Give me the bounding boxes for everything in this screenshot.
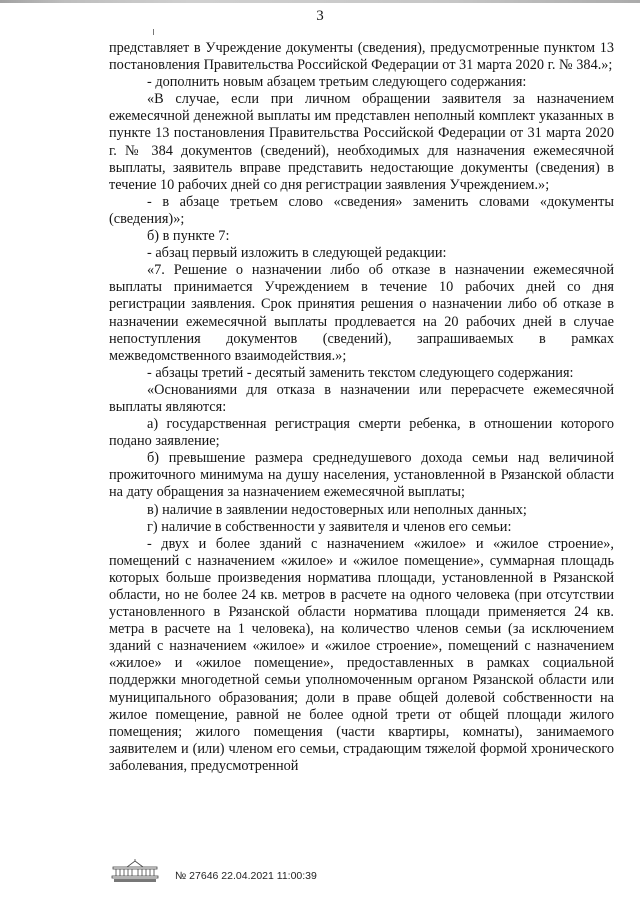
paragraph: б) превышение размера среднедушевого дохода семьи над величиной прожиточного минимума на душу населения, установленной в Рязанской области на дату обращения за назначением ежемесячной выплаты; <box>109 450 614 501</box>
paragraph: - абзац первый изложить в следующей редакции: <box>147 245 447 262</box>
paragraph: - дополнить новым абзацем третьим следующего содержания: <box>147 74 527 91</box>
paragraph: - абзацы третий - десятый заменить текстом следующего содержания: <box>147 364 574 381</box>
paragraph: в) наличие в заявлении недостоверных или неполных данных; <box>147 501 527 518</box>
paragraph: «Основаниями для отказа в назначении или перерасчете ежемесячной выплаты являются: <box>109 381 614 415</box>
paragraph: а) государственная регистрация смерти ребенка, в отношении которого подано заявление; <box>109 416 614 450</box>
paragraph: представляет в Учреждение документы (сведения), предусмотренные пунктом 13 постановления Правительства Российской Федерации от 31 марта 2020 г. № 384.»; <box>109 40 614 74</box>
registration-stamp: № 27646 22.04.2021 11:00:39 <box>175 870 317 882</box>
government-building-logo <box>109 858 161 884</box>
document-body <box>109 40 614 775</box>
document-footer <box>109 858 509 888</box>
paragraph: б) в пункте 7: <box>147 228 230 245</box>
page-number: 3 <box>316 8 324 24</box>
paragraph: - в абзаце третьем слово «сведения» заменить словами «документы (сведения)»; <box>109 193 614 227</box>
paragraph: «7. Решение о назначении либо об отказе в назначении ежемесячной выплаты принимается Учреждением в течение 10 рабочих дней со дня регистрации заявления. Срок принятия решения о назначении либо об отказе в назначении ежемесячной выплаты продлевается на 20 рабочих дней в случае непоступления документов (сведений), запрашиваемых в рамках межведомственного взаимодействия.»; <box>109 262 614 364</box>
scan-mark <box>153 29 154 35</box>
paragraph: - двух и более зданий с назначением «жилое» и «жилое строение», помещений с назначением «жилое» и «жилое помещение», суммарная площадь которых больше произведения норматива площади, установленной в Рязанской области, но не более 24 кв. метров в расчете на одного человека (при отсутствии установленного в Рязанской области норматива площади применяется 24 кв. метра в расчете на 1 человека), на количество членов семьи (за исключением зданий с назначением «жилое» и «жилое строение», помещений с назначением «жилое» и «жилое помещение», предоставленных в рамках социальной поддержки многодетной семьи уполномоченным органом Рязанской области или муниципального образования; доли в праве общей долевой собственности на жилое помещение, равной не более одной трети от общей площади жилого помещения; жилого помещения (части квартиры, комнаты), занимаемого заявителем и (или) членом его семьи, страдающим тяжелой формой хронического заболевания, предусмотренной <box>109 535 614 774</box>
paragraph: «В случае, если при личном обращении заявителя за назначением ежемесячной денежной выплаты им представлен неполный комплект указанных в пункте 13 постановления Правительства Российской Федерации от 31 марта 2020 г. № 384 документов (сведений), необходимых для назначения ежемесячной выплаты, заявитель вправе представить недостающие документы (сведения) в течение 10 рабочих дней со дня регистрации заявления Учреждением.»; <box>109 91 614 193</box>
scan-edge-artifact <box>0 0 640 3</box>
paragraph: г) наличие в собственности у заявителя и членов его семьи: <box>147 518 512 535</box>
